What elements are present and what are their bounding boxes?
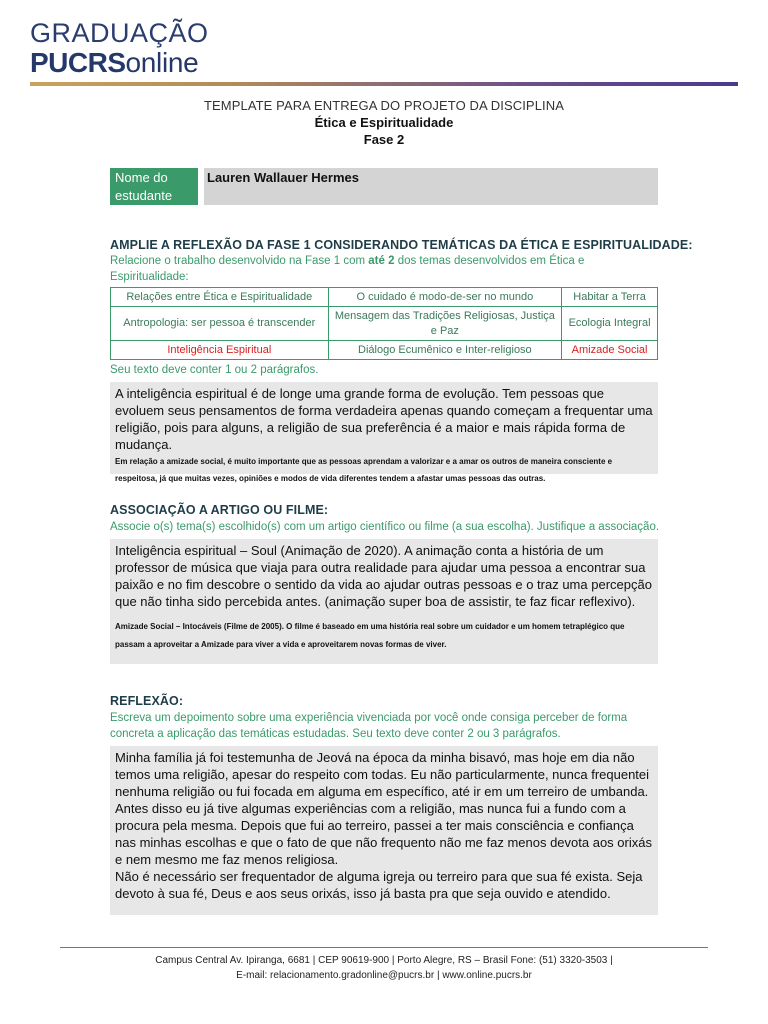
- document-title: TEMPLATE PARA ENTREGA DO PROJETO DA DISCIPLINA: [203, 98, 565, 113]
- logo-online-text: online: [125, 47, 199, 78]
- section1-title: AMPLIE A REFLEXÃO DA FASE 1 CONSIDERANDO TEMÁTICAS DA ÉTICA E ESPIRITUALIDADE:: [110, 238, 693, 252]
- section3-title: REFLEXÃO:: [110, 694, 184, 708]
- table-cell: Antropologia: ser pessoa é transcender: [111, 307, 329, 341]
- pucrs-online-logo: [30, 20, 209, 84]
- section1-note: Seu texto deve conter 1 ou 2 parágrafos.: [110, 364, 319, 376]
- section3-desc: Escreva um depoimento sobre uma experiência vivenciada por você onde consiga perceber de forma concreta a aplicação das temáticas estudadas. Seu texto deve conter 2 ou 3 parágrafos.: [110, 712, 628, 740]
- table-cell: Ecologia Integral: [562, 307, 658, 341]
- table-cell-selected: Inteligência Espiritual: [111, 341, 329, 360]
- section2-title: ASSOCIAÇÃO A ARTIGO OU FILME:: [110, 503, 329, 517]
- student-name-field[interactable]: Lauren Wallauer Hermes: [204, 168, 658, 205]
- section2-answer-small: Amizade Social – Intocáveis (Filme de 2005). O filme é baseado em uma história real sobre um cuidador e um homem tetraplégico que passam a aproveitar a Amizade para viver a vida e aproveitarem novas formas de viver.: [115, 622, 625, 649]
- section1-answer-small: Em relação a amizade social, é muito importante que as pessoas aprendam a valorizar e a amar os outros de maneira consciente e respeitosa, já que muitas vezes, opiniões e modos de vida diferentes tendem a afastar umas pessoas das outras.: [115, 457, 613, 483]
- document-title-block: [0, 97, 768, 148]
- table-row: [111, 307, 658, 341]
- student-row: [110, 168, 658, 205]
- logo-pucrs-text: PUCRS: [30, 47, 126, 78]
- footer: [0, 953, 768, 983]
- section1-desc-after: dos temas desenvolvidos em Ética e Espiritualidade:: [110, 255, 585, 283]
- section3-answer-box[interactable]: [110, 746, 658, 915]
- section1-answer-main: A inteligência espiritual é de longe uma grande forma de evolução. Tem pessoas que evoluem seus pensamentos de forma verdadeira apenas quando começam a frequentar uma religião, pois para alguns, a religião de sua preferência é a maior e mais rápida forma de mudança.: [115, 386, 653, 452]
- table-cell-selected: Amizade Social: [562, 341, 658, 360]
- table-cell: Mensagem das Tradições Religiosas, Justiça e Paz: [328, 307, 562, 341]
- logo-brand-line: [30, 47, 209, 84]
- table-row: [111, 341, 658, 360]
- student-label: Nome do estudante: [110, 168, 198, 205]
- table-cell: Habitar a Terra: [562, 288, 658, 307]
- header-divider: [30, 82, 738, 86]
- section3-paragraph-3: Não é necessário ser frequentador de alguma igreja ou terreiro para que sua fé exista. Seja devoto à sua fé, Deus e aos seus orixás, isso já basta pra que seja ouvido e atendido.: [115, 869, 643, 901]
- section2-answer-main: Inteligência espiritual – Soul (Animação de 2020). A animação conta a história de um professor de música que viaja para outra realidade para ajudar uma pessoa a encontrar sua paixão e no fim descobre o sentido da vida ao ajudar outras pessoas e o traz uma percepção que não tinha sido percebida antes. (animação super boa de assistir, te faz ficar reflexivo).: [115, 543, 652, 609]
- table-cell: Relações entre Ética e Espiritualidade: [111, 288, 329, 307]
- discipline-name: Ética e Espiritualidade: [314, 115, 454, 130]
- section2-desc: Associe o(s) tema(s) escolhido(s) com um artigo científico ou filme (a sua escolha). Justifique a associação.: [110, 521, 660, 533]
- logo-graduacao-text: GRADUAÇÃO: [30, 18, 209, 48]
- table-row: [111, 288, 658, 307]
- section2-answer-box[interactable]: [110, 539, 658, 664]
- phase-label: Fase 2: [363, 132, 405, 147]
- topics-table: [110, 287, 658, 360]
- table-cell: Diálogo Ecumênico e Inter-religioso: [328, 341, 562, 360]
- footer-address: Campus Central Av. Ipiranga, 6681 | CEP 90619-900 | Porto Alegre, RS – Brasil Fone: (51) 3320-3503 |: [155, 955, 613, 966]
- section3-paragraph-2: Antes disso eu já tive algumas experiências com a religião, mas nunca fui a fundo com a procura pela mesma. Depois que fui ao terreiro, passei a ter mais consciência e confiança nas minhas escolhas e que o fato de que não frequento não me faz menos devota aos orixás e nem mesmo me faz menos religiosa.: [115, 801, 652, 867]
- section1-desc: [110, 253, 660, 285]
- footer-contact: E-mail: relacionamento.gradonline@pucrs.br | www.online.pucrs.br: [236, 970, 532, 981]
- section1-desc-bold: até 2: [368, 255, 395, 267]
- table-cell: O cuidado é modo-de-ser no mundo: [328, 288, 562, 307]
- section3-paragraph-1: Minha família já foi testemunha de Jeová na época da minha bisavó, mas hoje em dia não temos uma religião, apesar do respeito com todas. Eu não particularmente, nunca frequentei nenhuma religião ou fui focada em alguma em específico, até ir em um terreiro de umbanda.: [115, 750, 650, 799]
- section1-answer-box[interactable]: [110, 382, 658, 483]
- footer-divider: [60, 947, 708, 948]
- section1-desc-before: Relacione o trabalho desenvolvido na Fase 1 com: [110, 255, 369, 267]
